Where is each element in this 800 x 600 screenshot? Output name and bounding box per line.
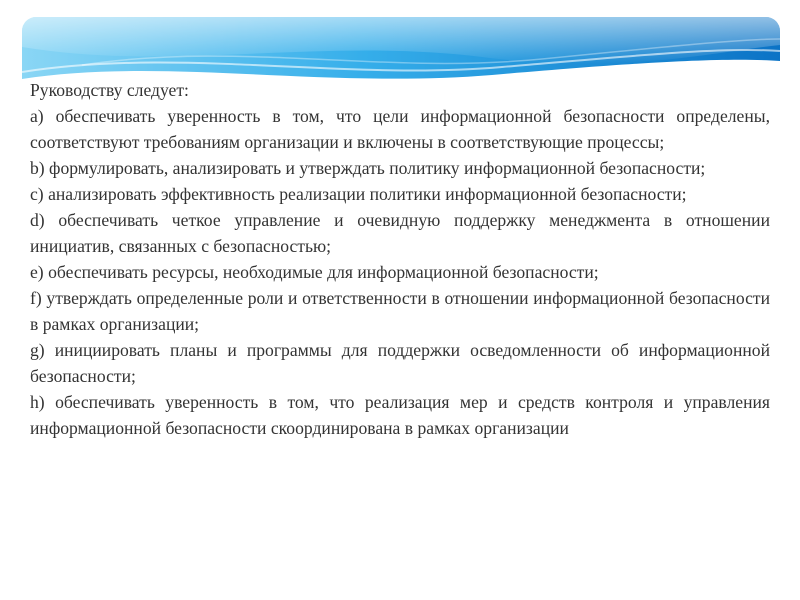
list-item-a: a) обеспечивать уверенность в том, что цели информационной безопасности определены, соответствуют требованиям организации и включены в соответствующие процессы; <box>30 106 770 152</box>
list-item-d: d) обеспечивать четкое управление и очевидную поддержку менеджмента в отношении инициатив, связанных с безопасностью; <box>30 210 770 256</box>
list-item-b: b) формулировать, анализировать и утверждать политику информационной безопасности; <box>30 158 706 178</box>
list-item-g: g) инициировать планы и программы для поддержки осведомленности об информационной безопасности; <box>30 340 770 386</box>
intro-line: Руководству следует: <box>30 80 189 100</box>
list-item-f: f) утверждать определенные роли и ответственности в отношении информационной безопасности в рамках организации; <box>30 288 770 334</box>
list-item-c: c) анализировать эффективность реализации политики информационной безопасности; <box>30 184 687 204</box>
slide-body <box>30 77 770 441</box>
list-item-e: e) обеспечивать ресурсы, необходимые для информационной безопасности; <box>30 262 599 282</box>
list-item-h: h) обеспечивать уверенность в том, что реализация мер и средств контроля и управления информационной безопасности скоординирована в рамках организации <box>30 392 770 438</box>
